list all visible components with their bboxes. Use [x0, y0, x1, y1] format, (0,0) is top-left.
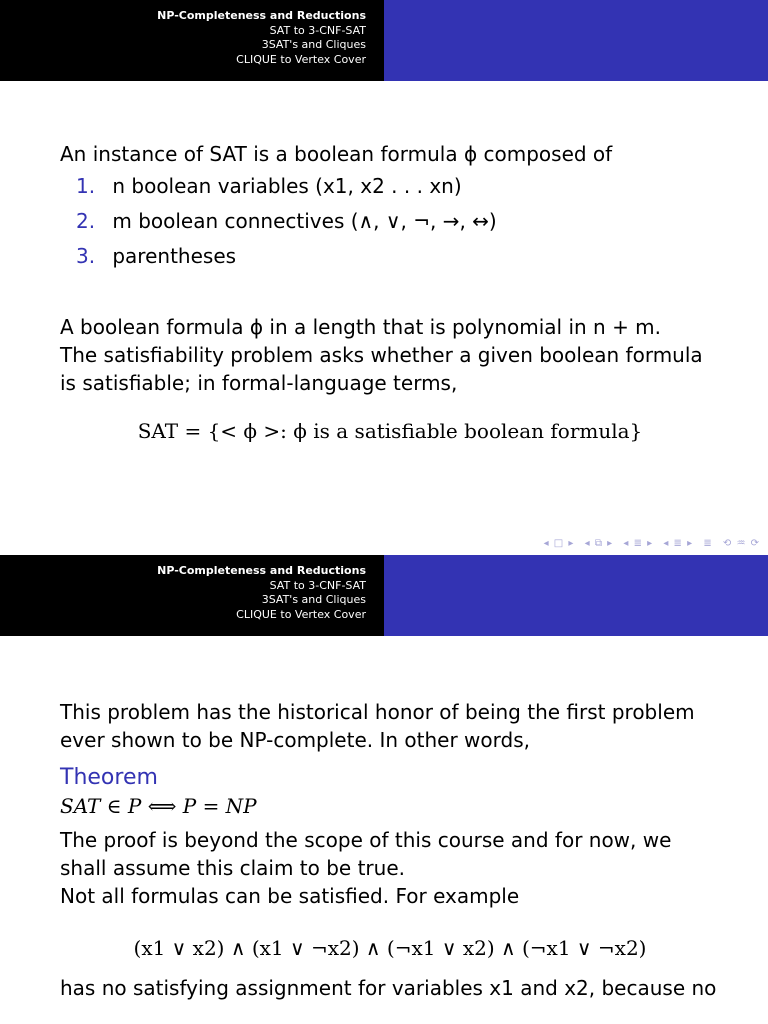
list-number: 3. — [76, 244, 96, 268]
satisfiability-problem-text: The satisfiability problem asks whether a given boolean formula is satisfiable; in formal-language terms, — [60, 343, 703, 395]
list-number: 1. — [76, 174, 96, 198]
unsatisfiable-formula-example: (x1 ∨ x2) ∧ (x1 ∨ ¬x2) ∧ (¬x1 ∨ x2) ∧ (¬x1 ∨ ¬x2) — [133, 936, 647, 960]
list-number: 2. — [76, 209, 96, 233]
nav-subsection-sat-3cnf[interactable]: SAT to 3-CNF-SAT — [269, 578, 366, 592]
theorem-title: Theorem — [60, 765, 158, 790]
nav-subsection-clique-vc[interactable]: CLIQUE to Vertex Cover — [236, 52, 366, 66]
subsection-nav-icon[interactable]: ◂ ≣ ▸ — [663, 538, 694, 549]
no-assignment-text: has no satisfying assignment for variables x1 and x2, because no — [60, 976, 717, 1000]
polynomial-length-text: A boolean formula ϕ in a length that is polynomial in n + m. — [60, 315, 662, 339]
nav-section-title[interactable]: NP-Completeness and Reductions — [157, 9, 366, 22]
nav-subsection-3sat-cliques[interactable]: 3SAT's and Cliques — [261, 38, 366, 52]
slide-header — [0, 0, 768, 81]
nav-subsection-sat-3cnf[interactable]: SAT to 3-CNF-SAT — [269, 23, 366, 37]
slide-header — [0, 555, 768, 636]
proof-scope-text: The proof is beyond the scope of this course and for now, we shall assume this claim to be true. — [60, 828, 672, 880]
components-list — [76, 172, 720, 270]
nav-subsection-clique-vc[interactable]: CLIQUE to Vertex Cover — [236, 607, 366, 621]
list-item — [76, 172, 720, 200]
section-nav-icon[interactable]: ◂ ≣ ▸ — [623, 538, 654, 549]
list-text: parentheses — [112, 244, 237, 268]
frame-nav-icon[interactable]: ◂ □ ▸ — [543, 538, 575, 549]
list-item — [76, 242, 720, 270]
header-color-band — [384, 555, 768, 636]
list-text: n boolean variables (x1, x2 . . . xn) — [112, 174, 462, 198]
slide-1-body — [60, 140, 720, 445]
slide-2 — [0, 555, 768, 1024]
sat-language-formula: SAT = {< ϕ >: ϕ is a satisfiable boolean formula} — [137, 419, 643, 443]
slide-2-body — [60, 698, 720, 1002]
sat-intro-text: An instance of SAT is a boolean formula ϕ composed of — [60, 142, 613, 166]
slide-nav-icon[interactable]: ◂ ⧉ ▸ — [584, 538, 614, 549]
section-navigation — [0, 555, 384, 636]
search-back-forward-icon[interactable]: ⟲ ♒ ⟳ — [722, 538, 760, 549]
list-item — [76, 207, 720, 235]
header-color-band — [384, 0, 768, 81]
section-navigation — [0, 0, 384, 81]
historical-honor-text: This problem has the historical honor of being the first problem ever shown to be NP-complete. In other words, — [60, 700, 695, 752]
align-icon[interactable]: ≣ — [703, 538, 713, 549]
beamer-navigation-bar — [538, 538, 760, 549]
not-all-satisfied-text: Not all formulas can be satisfied. For example — [60, 884, 520, 908]
theorem-body: SAT ∈ P ⟺ P = NP — [60, 794, 257, 818]
list-text: m boolean connectives (∧, ∨, ¬, →, ↔) — [112, 209, 497, 233]
nav-subsection-3sat-cliques[interactable]: 3SAT's and Cliques — [261, 593, 366, 607]
nav-section-title[interactable]: NP-Completeness and Reductions — [157, 564, 366, 577]
